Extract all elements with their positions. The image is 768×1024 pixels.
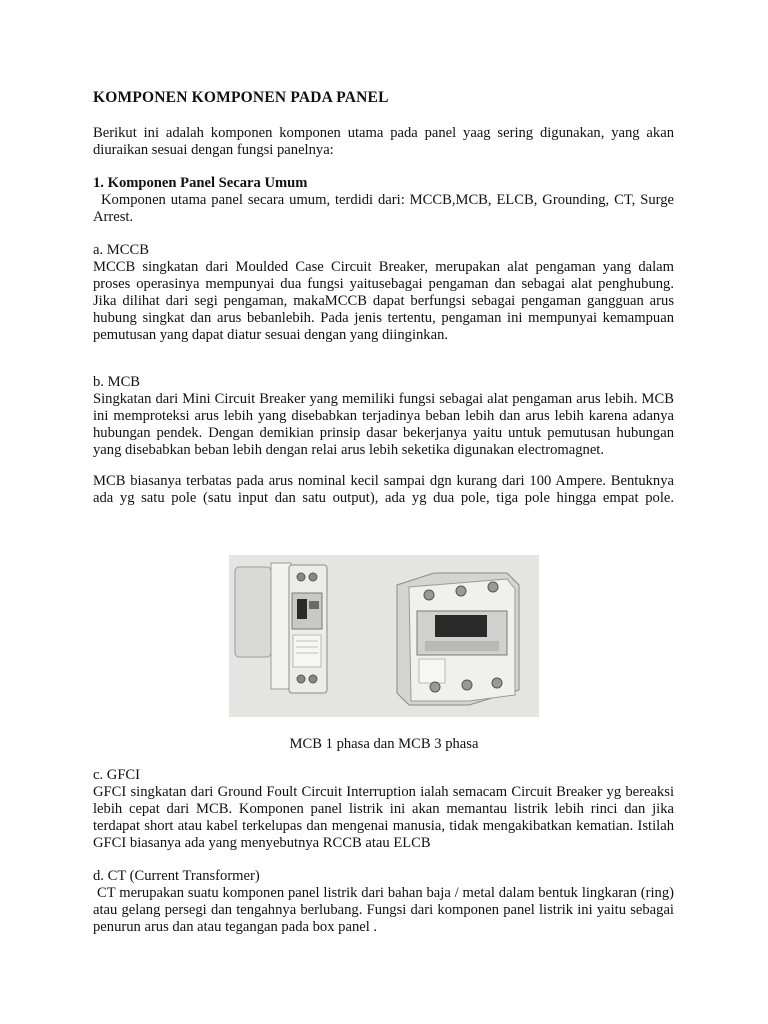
- section-heading-umum: 1. Komponen Panel Secara Umum: [93, 175, 308, 191]
- page-title: KOMPONEN KOMPONEN PADA PANEL: [93, 89, 389, 106]
- mccb-heading: a. MCCB: [93, 242, 149, 258]
- ct-paragraph: CT merupakan suatu komponen panel listrik dari bahan baja / metal dalam bentuk lingkaran (ring) atau gelang persegi dan tengahnya berlubang. Fungsi dari komponen panel listrik ini yaitu sebagai penurun arus dan atau tegangan pada box panel .: [93, 885, 674, 935]
- mcb-paragraph-2: MCB biasanya terbatas pada arus nominal kecil sampai dgn kurang dari 100 Ampere. Bentuknya ada yg satu pole (satu input dan satu output), ada yg dua pole, tiga pole hingga empat pole.: [93, 473, 674, 506]
- gfci-heading: c. GFCI: [93, 767, 141, 783]
- mcb-3-phase-image: [397, 573, 519, 705]
- mccb-paragraph: MCCB singkatan dari Moulded Case Circuit Breaker, merupakan alat pengaman yang dalam proses operasinya mempunyai dua fungsi yaitusebagai pengaman dan sebagai alat penghubung. Jika dilihat dari segi pengaman, makaMCCB dapat berfungsi sebagai pengaman gangguan arus hubung singkat dan arus bebanlebih. Pada jenis tertentu, pengaman ini mempunyai kemampuan pemutusan yang dapat diatur sesuai dengan yang diinginkan.: [93, 259, 674, 343]
- mcb-paragraph-1: Singkatan dari Mini Circuit Breaker yang memiliki fungsi sebagai alat pengaman arus lebih. MCB ini memproteksi arus lebih yang disebabkan terjadinya beban lebih dan arus lebih karena adanya hubungan pendek. Dengan demikian prinsip dasar bekerjanya yaitu untuk pemutusan hubungan yang disebabkan beban lebih dengan relai arus lebih seketika digunakan electromagnet.: [93, 391, 674, 458]
- mcb-heading: b. MCB: [93, 374, 141, 390]
- section-umum-paragraph: Komponen utama panel secara umum, terdidi dari: MCCB,MCB, ELCB, Grounding, CT, Surge Arrest.: [93, 192, 674, 225]
- intro-paragraph: Berikut ini adalah komponen komponen utama pada panel yaag sering digunakan, yang akan diuraikan sesuai dengan fungsi panelnya:: [93, 125, 674, 158]
- mcb-photo: [229, 555, 539, 717]
- gfci-paragraph: GFCI singkatan dari Ground Foult Circuit Interruption ialah semacam Circuit Breaker yg bereaksi lebih cepat dari MCB. Komponen panel listrik ini akan memantau listrik lebih rinci dan jika terdapat short atau kabel terkelupas dan mengenai manusia, tidak mengakibatkan kematian. Istilah GFCI biasanya ada yang menyebutnya RCCB atau ELCB: [93, 784, 674, 851]
- figure-caption: MCB 1 phasa dan MCB 3 phasa: [289, 736, 479, 752]
- ct-heading: d. CT (Current Transformer): [93, 868, 260, 884]
